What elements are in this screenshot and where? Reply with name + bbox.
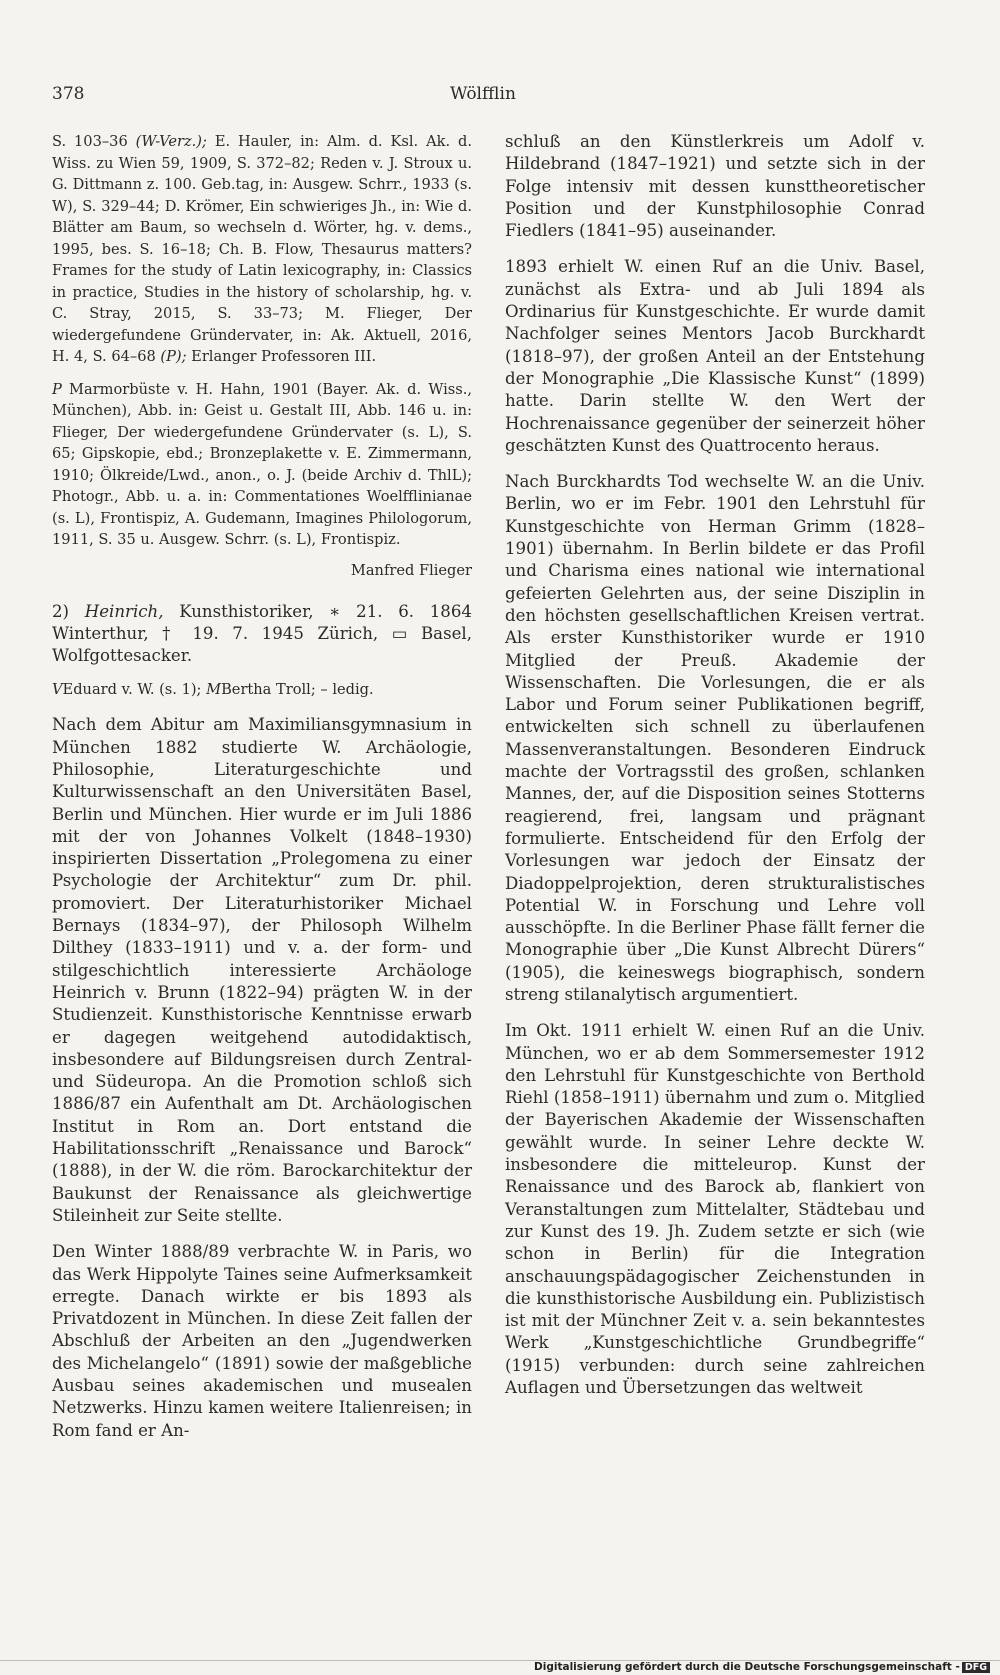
family-v-text: Eduard v. W. (s. 1); — [62, 681, 207, 699]
body-paragraph: Im Okt. 1911 erhielt W. einen Ruf an die Univ. München, wo er ab dem Sommersemester 1912 den Lehrstuhl für Kunstgeschichte von Berthold Riehl (1858–1911) übernahm und zum o. Mitglied der Bayerischen Akademie der Wissenschaften gewählt wurde. In seiner Lehre deckte W. insbesondere die mitteleurop. Kunst der Renaissance und des Barock ab, flankiert von Veranstaltungen zum Mittelalter, Städtebau und zur Kunst des 19. Jh. Zudem setzte er sich (wie schon in Berlin) für die Integration anschauungspädagogischer Zeichenstunden in die kunsthistorische Ausbildung ein. Publizistisch ist mit der Münchner Zeit v. a. sein bekanntestes Werk „Kunstgeschichtliche Grundbegriffe“ (1915) verbunden: durch seine zahlreichen Auflagen und Übersetzungen das weltweit — [505, 1021, 925, 1398]
body-paragraph: schluß an den Künstlerkreis um Adolf v. Hildebrand (1847–1921) und setzte sich in der Folge intensiv mit dessen kunsttheoretischer Position und der Kunstphilosophie Conrad Fiedlers (1841–95) auseinander. — [505, 132, 925, 241]
left-column — [52, 131, 472, 1456]
family-m-label: M — [206, 681, 222, 699]
page-number: 378 — [52, 84, 85, 104]
portraits-label: P — [52, 380, 62, 398]
running-head: Wölfflin — [450, 84, 516, 104]
author-signature: Manfred Flieger — [350, 561, 472, 579]
family-v-label: V — [52, 681, 63, 699]
body-paragraph: Nach Burckhardts Tod wechselte W. an die Univ. Berlin, wo er im Febr. 1901 den Lehrstuhl für Kunstgeschichte von Herman Grimm (1828–1901) übernahm. In Berlin bildete er das Profil und Charisma eines national wie international gefeierten Gelehrten aus, der seine Disziplin in den höchsten gesellschaftlichen Kreisen vertrat. Als erster Kunsthistoriker wurde er 1910 Mitglied der Preuß. Akademie der Wissenschaften. Die Vorlesungen, die er als Labor und Forum seiner Publikationen begriff, entwickelten sich schnell zu überlaufenen Massenveranstaltungen. Besonderen Eindruck machte der Vortragsstil des großen, schlanken Mannes, der, auf die Disposition seines Stotterns reagierend, frei, langsam und prägnant formulierte. Entscheidend für den Erfolg der Vorlesungen war jedoch der Einsatz der Diadoppelprojektion, deren strukturalistisches Potential W. in Forschung und Lehre voll ausschöpfte. In die Berliner Phase fällt ferner die Monographie über „Die Kunst Albrecht Dürers“ (1905), die keineswegs biographisch, sondern streng stilanalytisch argumentiert. — [505, 472, 925, 1004]
footer-text: Digitalisierung gefördert durch die Deutsche Forschungsgemeinschaft - — [534, 1661, 960, 1673]
family-m-text: Bertha Troll; – ledig. — [221, 681, 374, 699]
portraits-text: Marmorbüste v. H. Hahn, 1901 (Bayer. Ak. d. Wiss., München), Abb. in: Geist u. Gestalt III, Abb. 146 u. in: Flieger, Der wiedergefundene Gründervater (s. L), S. 65; Gipskopie, ebd.; Bronzeplakette v. E. Zimmermann, 1910; Ölkreide/Lwd., anon., o. J. (beide Archiv d. ThlL); Photogr., Abb. u. a. in: Commentationes Woelfflinianae (s. L), Frontispiz, A. Gudemann, Imagines Philologorum, 1911, S. 35 u. Ausgew. Schrr. (s. L), Frontispiz. — [52, 380, 472, 548]
body-paragraph: Den Winter 1888/89 verbrachte W. in Paris, wo das Werk Hippolyte Taines seine Aufmerksamkeit erregte. Danach wirkte er bis 1893 als Privatdozent in München. In diese Zeit fallen der Abschluß der Arbeiten an den „Jugendwerken des Michelangelo“ (1891) sowie der maßgebliche Ausbau seines akademischen und musealen Netzwerks. Hinzu kamen weitere Italienreisen; in Rom fand er An- — [52, 1242, 472, 1440]
bibliography-tail-italic: (P); — [160, 348, 187, 365]
footer-credit — [534, 1661, 990, 1673]
bibliography-prefix: S. 103–36 — [52, 133, 136, 150]
portraits-paragraph — [52, 379, 472, 551]
bibliography-text: E. Hauler, in: Alm. d. Ksl. Ak. d. Wiss. zu Wien 59, 1909, S. 372–82; Reden v. J. Stroux u. G. Dittmann z. 100. Geb.tag, in: Ausgew. Schrr., 1933 (s. W), S. 329–44; D. Krömer, Ein schwieriges Jh., in: Wie d. Blätter am Baum, so wechseln d. Wörter, hg. v. dems., 1995, bes. S. 16–18; Ch. B. Flow, Thesaurus matters? Frames for the study of Latin lexicography, in: Classics in practice, Studies in the history of scholarship, hg. v. C. Stray, 2015, S. 33–73; M. Flieger, Der wiedergefundene Gründervater, in: Ak. Aktuell, 2016, H. 4, S. 64–68 — [52, 133, 472, 365]
right-column — [505, 131, 925, 1413]
entry-heading — [52, 601, 472, 668]
family-line — [52, 679, 472, 700]
entry-head-text: Kunsthistoriker, ∗ 21. 6. 1864 Winterthur, † 19. 7. 1945 Zürich, ▭ Basel, Wolfgottesacker. — [52, 601, 472, 666]
body-paragraph: Nach dem Abitur am Maximiliansgymnasium in München 1882 studierte W. Archäologie, Philosophie, Literaturgeschichte und Kulturwissenschaft an den Universitäten Basel, Berlin und München. Hier wurde er im Juli 1886 mit der von Johannes Volkelt (1848–1930) inspirierten Dissertation „Prolegomena zu einer Psychologie der Architektur“ zum Dr. phil. promoviert. Der Literaturhistoriker Michael Bernays (1834–97), der Philosoph Wilhelm Dilthey (1833–1911) und v. a. der form- und stilgeschichtlich interessierte Archäologe Heinrich v. Brunn (1822–94) prägten W. in der Studienzeit. Kunsthistorische Kenntnisse erwarb er dagegen weitgehend autodidaktisch, insbesondere auf Bildungsreisen durch Zentral- und Südeuropa. An die Promotion schloß sich 1886/87 ein Aufenthalt am Dt. Archäologischen Institut in Rom an. Dort entstand die Habilitationsschrift „Renaissance und Barock“ (1888), in der W. die röm. Barockarchitektur der Baukunst der Renaissance als gleichwertige Stileinheit zur Seite stellte. — [52, 715, 472, 1225]
entry-name: Heinrich, — [84, 601, 164, 621]
bibliography-tail: Erlanger Professoren III. — [186, 348, 377, 365]
body-paragraph: 1893 erhielt W. einen Ruf an die Univ. Basel, zunächst als Extra- und ab Juli 1894 als Ordinarius für Kunstgeschichte. Er wurde damit Nachfolger seines Mentors Jacob Burckhardt (1818–97), der großen Anteil an der Entstehung der Monographie „Die Klassische Kunst“ (1899) hatte. Darin stellte W. den Wert der Hochrenaissance gegenüber der seinerzeit höher geschätzten Kunst des Quattrocento heraus. — [505, 257, 925, 455]
dfg-logo: DFG — [962, 1662, 990, 1673]
bibliography-italic: (W-Verz.); — [135, 133, 207, 150]
entry-number: 2) — [52, 601, 85, 621]
bibliography-continuation — [52, 131, 472, 368]
